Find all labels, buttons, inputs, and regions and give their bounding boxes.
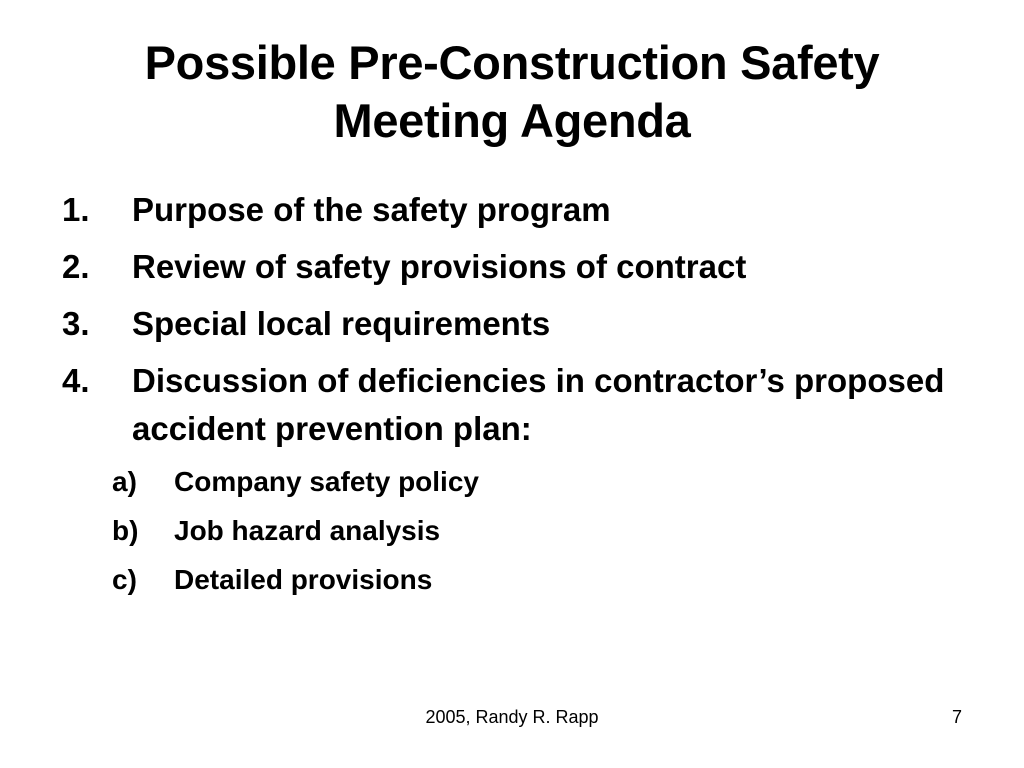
agenda-item-text: Special local requirements (132, 305, 551, 342)
agenda-item-4 (62, 357, 982, 453)
agenda-item-text: Discussion of deficiencies in contractor’s proposed accident prevention plan: (132, 362, 945, 447)
agenda-item-number: 4. (62, 362, 90, 399)
slide-title-line-2: Meeting Agenda (333, 94, 691, 147)
agenda-subitem-text: Company safety policy (174, 466, 479, 497)
agenda-subitem-letter: a) (112, 466, 137, 497)
agenda-subitem-text: Job hazard analysis (174, 515, 441, 546)
agenda-item-2 (62, 243, 982, 291)
agenda-item-number: 2. (62, 248, 90, 285)
agenda-item-number: 1. (62, 191, 90, 228)
agenda-item-number: 3. (62, 305, 90, 342)
agenda-item-1 (62, 186, 982, 234)
agenda-item-text: Purpose of the safety program (132, 191, 611, 228)
agenda-subitem-b (62, 511, 982, 551)
agenda-subitem-c (62, 560, 982, 600)
slide-title-line-1: Possible Pre-Construction Safety (144, 36, 880, 89)
slide-title (40, 34, 984, 150)
agenda-subitem-letter: c) (112, 564, 137, 595)
agenda-subitem-letter: b) (112, 515, 139, 546)
slide-page-number: 7 (951, 707, 962, 727)
agenda-item-text: Review of safety provisions of contract (132, 248, 747, 285)
slide-footer: 2005, Randy R. Rapp (425, 707, 599, 727)
agenda-subitem-a (62, 462, 982, 502)
agenda-item-3 (62, 300, 982, 348)
agenda-subitem-text: Detailed provisions (174, 564, 433, 595)
agenda-list (62, 186, 982, 609)
